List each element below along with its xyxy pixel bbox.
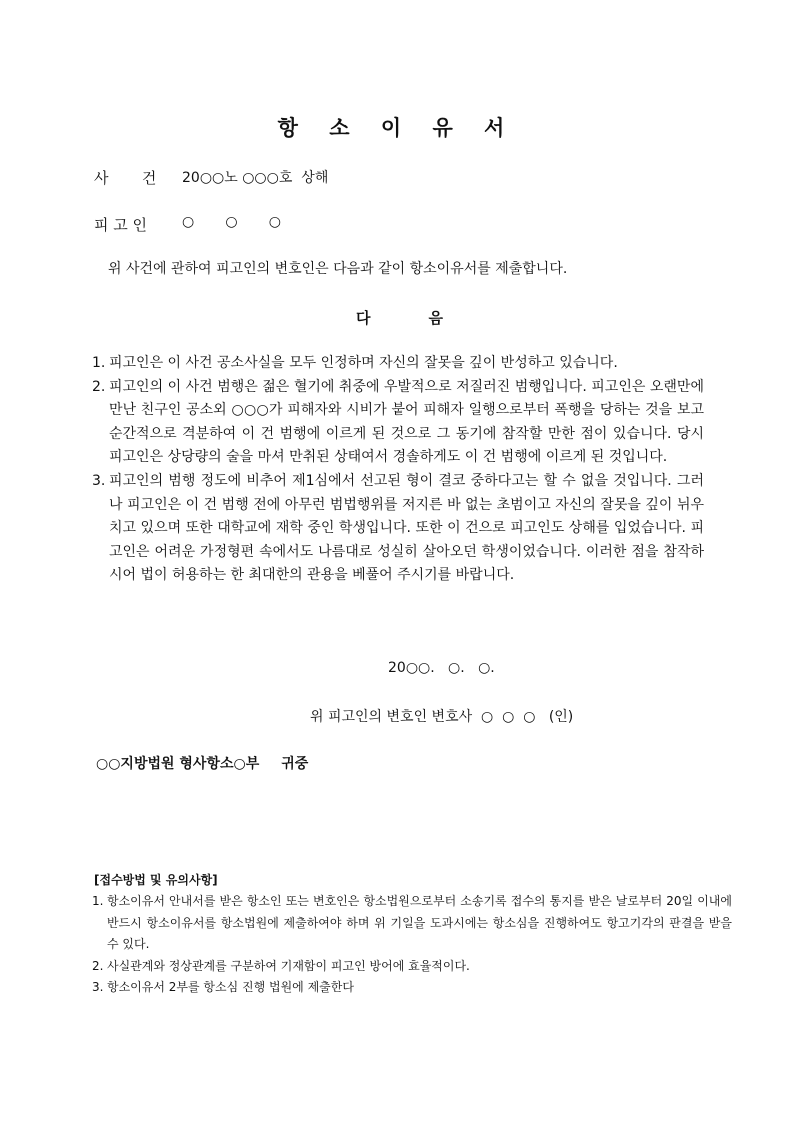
list-item bbox=[92, 352, 704, 376]
reasons-list bbox=[92, 352, 704, 588]
court-suffix: 귀중 bbox=[281, 756, 309, 772]
item-text: 피고인은 이 사건 공소사실을 모두 인정하며 자신의 잘못을 깊이 반성하고 있습니다. bbox=[109, 355, 618, 371]
document-date: 20○○. ○. ○. bbox=[388, 660, 495, 676]
item-text: 사실관계와 정상관계를 구분하여 기재함이 피고인 방어에 효율적이다. bbox=[107, 958, 470, 973]
list-item bbox=[92, 977, 732, 999]
list-item bbox=[92, 376, 704, 470]
list-item bbox=[92, 956, 732, 978]
item-text: 항소이유서 2부를 항소심 진행 법원에 제출한다 bbox=[107, 980, 354, 994]
document-title: 항 소 이 유 서 bbox=[277, 116, 517, 140]
item-number: 1. bbox=[92, 894, 104, 908]
item-number: 2. bbox=[92, 958, 104, 973]
item-number: 3. bbox=[92, 472, 106, 489]
signer-line: 위 피고인의 변호인 변호사 ○ ○ ○ (인) bbox=[310, 709, 574, 725]
court-addressee bbox=[96, 753, 308, 773]
notes-list bbox=[92, 891, 732, 999]
case-label: 사 건 bbox=[94, 169, 157, 187]
section-heading bbox=[356, 307, 443, 328]
court-name: ○○지방법원 형사항소○부 bbox=[96, 756, 260, 772]
defendant-name: ○ ○ ○ bbox=[182, 214, 281, 230]
defendant-label: 피 고 인 bbox=[94, 216, 148, 234]
list-item bbox=[92, 891, 732, 956]
heading-left: 다 bbox=[356, 309, 371, 327]
intro-paragraph: 위 사건에 관하여 피고인의 변호인은 다음과 같이 항소이유서를 제출합니다. bbox=[108, 261, 568, 277]
item-number: 3. bbox=[92, 980, 104, 994]
item-text: 피고인의 범행 정도에 비추어 제1심에서 선고된 형이 결코 중하다고는 할 수 없을 것입니다. 그러나 피고인은 이 건 범행 전에 아무런 범법행위를 저지른 바 없는 초범이고 자신의 잘못을 깊이 뉘우치고 있으며 또한 대학교에 재학 중인 학생입니다. 또한 이 건으로 피고인도 상해를 입었습니다. 피고인은 어려운 가정형편 속에서도 나름대로 성실히 살아오던 학생이었습니다. 이러한 점을 참작하시어 법이 허용하는 한 최대한의 관용을 베풀어 주시기를 바랍니다. bbox=[109, 472, 704, 584]
notes-title: [접수방법 및 유의사항] bbox=[94, 873, 218, 887]
list-item bbox=[92, 470, 704, 588]
item-number: 1. bbox=[92, 355, 106, 371]
item-text: 피고인의 이 사건 범행은 젊은 혈기에 취중에 우발적으로 저질러진 범행입니다. 피고인은 오랜만에 만난 친구인 공소외 ○○○가 피해자와 시비가 붙어 피해자 일행으로부터 폭행을 당하는 것을 보고 순간적으로 격분하여 이 건 범행에 이르게 된 것으로 그 동기에 참작할 만한 점이 있습니다. 당시 피고인은 상당량의 술을 마셔 만취된 상태여서 경솔하게도 이 건 범행에 이르게 된 것입니다. bbox=[109, 378, 704, 466]
item-number: 2. bbox=[92, 378, 106, 395]
case-number: 20○○노 ○○○호 상해 bbox=[182, 170, 329, 186]
item-text: 항소이유서 안내서를 받은 항소인 또는 변호인은 항소법원으로부터 소송기록 접수의 통지를 받은 날로부터 20일 이내에 반드시 항소이유서를 항소법원에 제출하여야 하며 위 기일을 도과시에는 항소심을 진행하여도 항고기각의 판결을 받을 수 있다. bbox=[107, 894, 732, 951]
heading-right: 음 bbox=[428, 309, 443, 327]
